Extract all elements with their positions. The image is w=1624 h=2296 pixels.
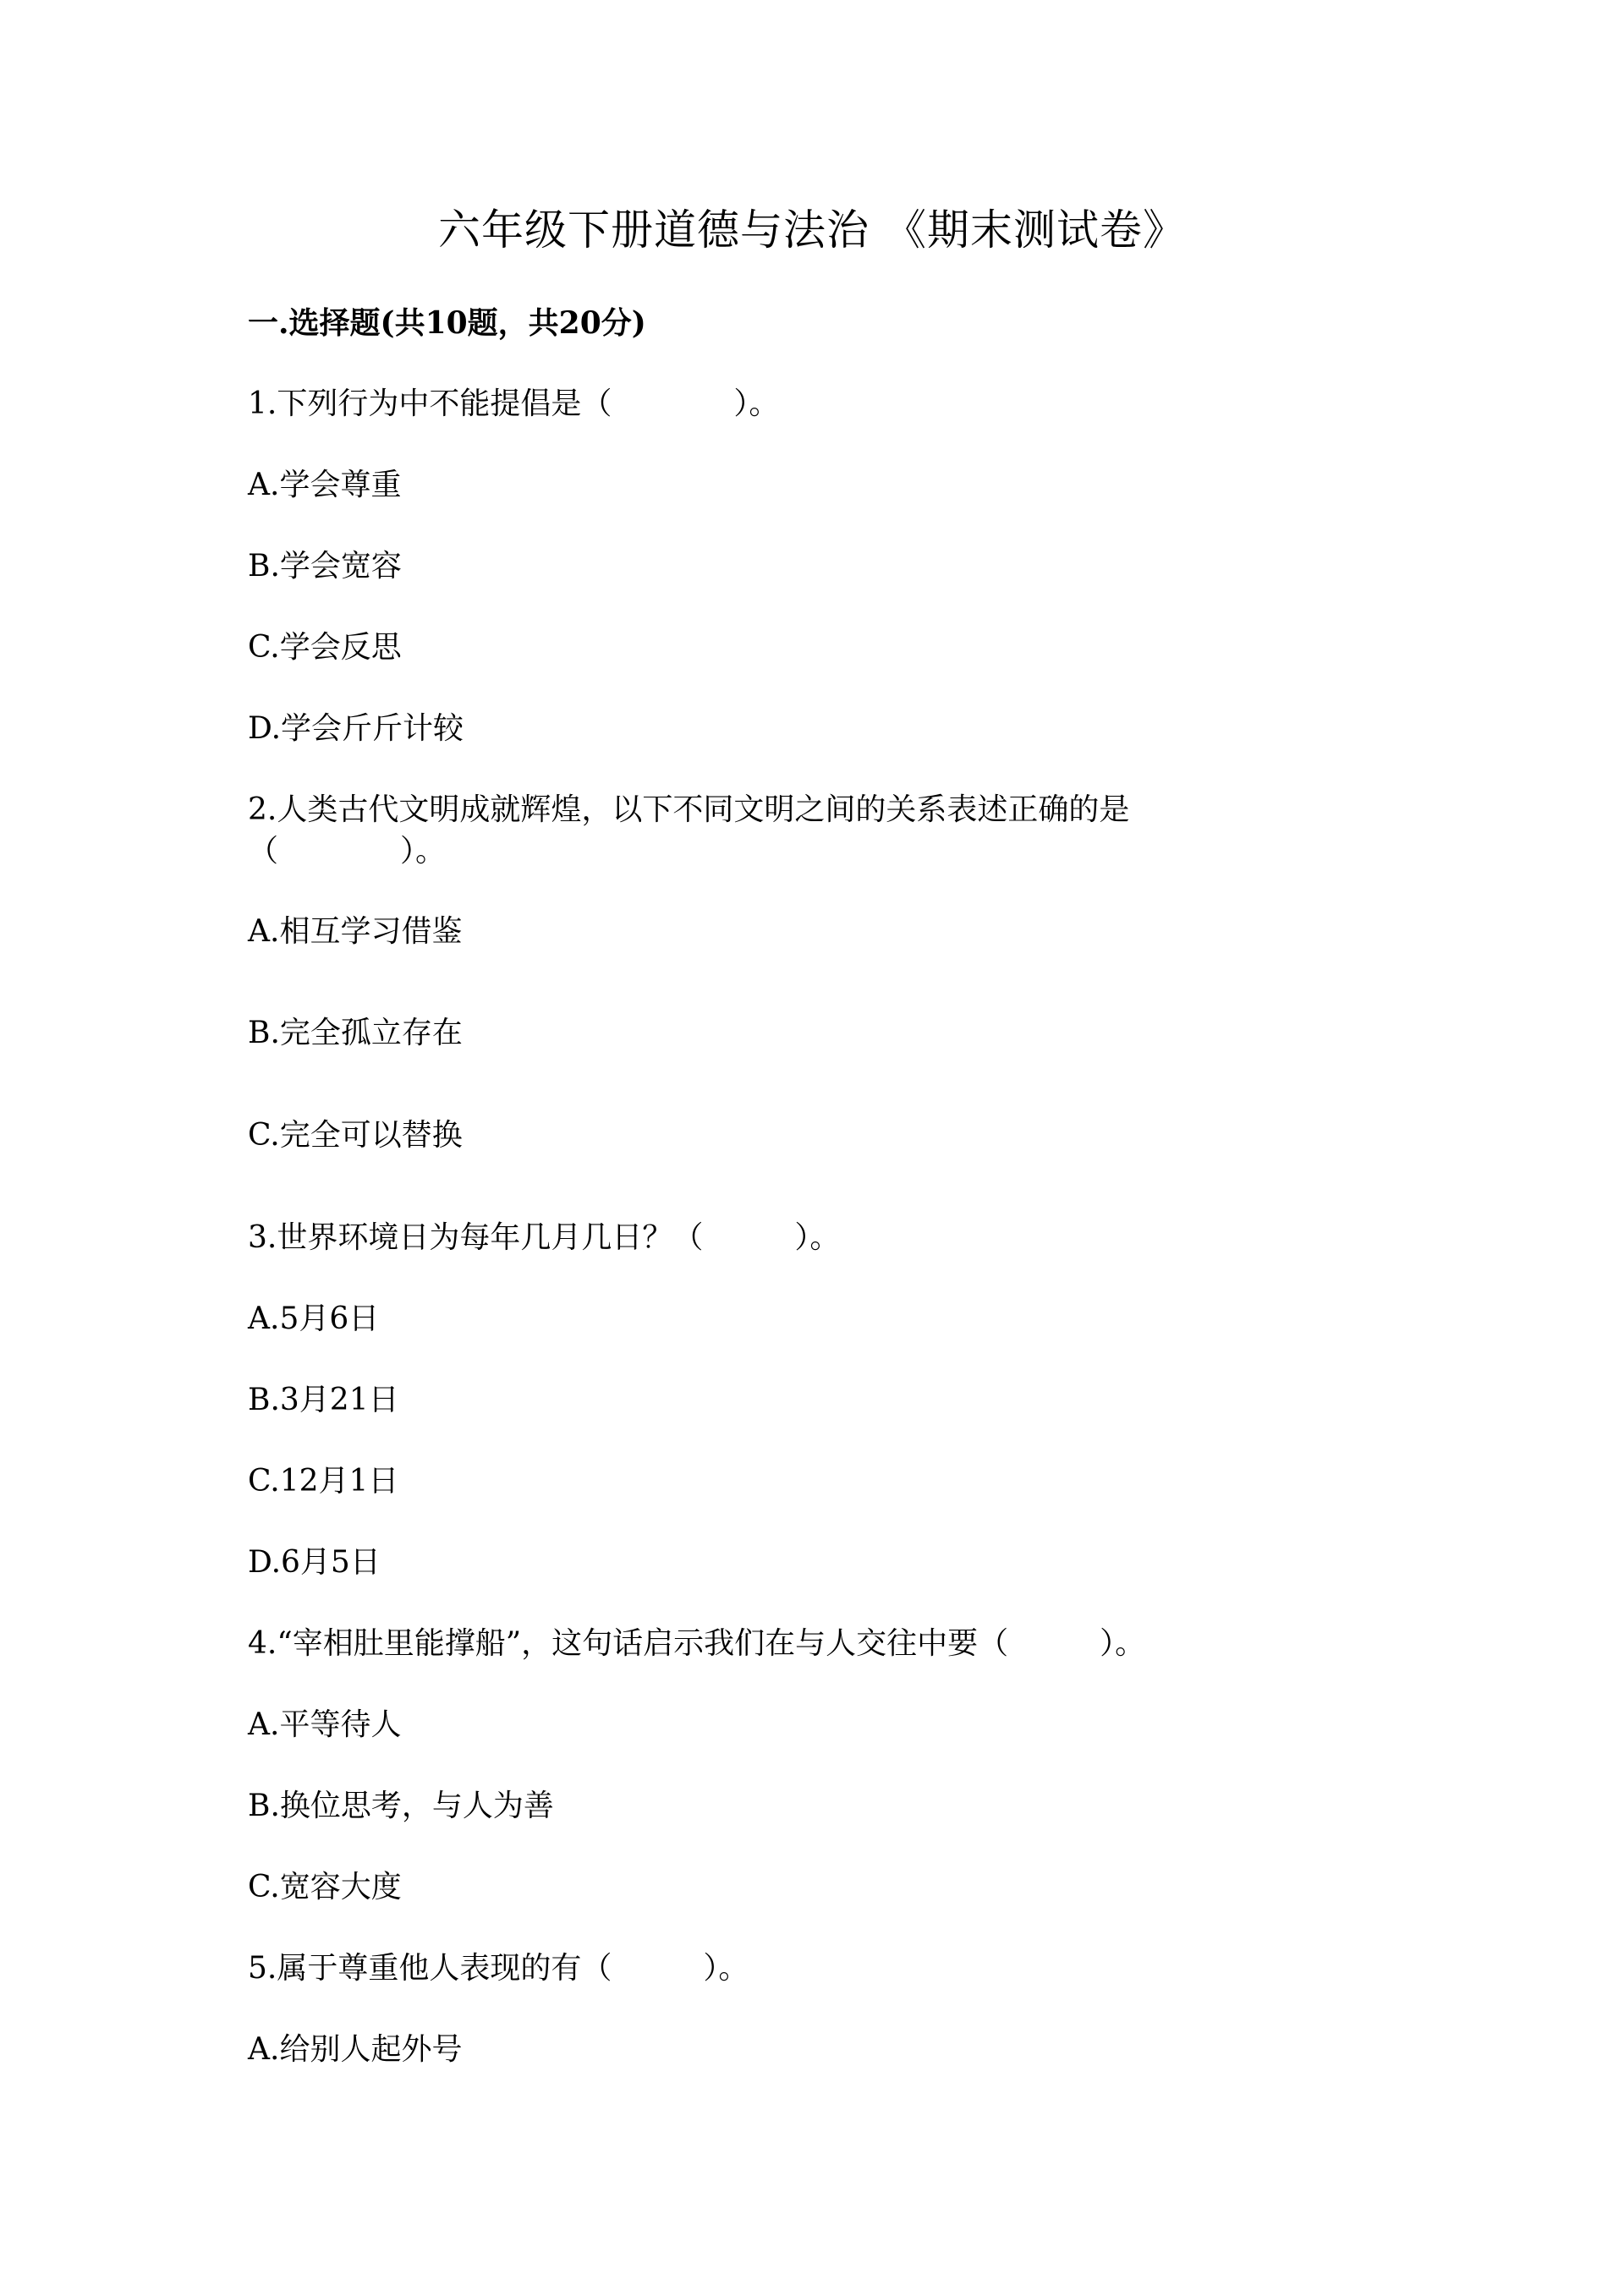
option-c: C.宽容大度 [248, 1870, 402, 1904]
page-title: 六年级下册道德与法治 《期末测试卷》 [438, 205, 1186, 255]
option-b: B.换位思考，与人为善 [248, 1789, 554, 1823]
option-a: A.相互学习借鉴 [248, 914, 463, 949]
question-stem-line-2: （ ）。 [248, 834, 447, 869]
question-stem-line-1: 2.人类古代文明成就辉煌，以下不同文明之间的关系表述正确的是 [248, 792, 1130, 827]
option-c: C.12月1日 [248, 1464, 399, 1499]
question-stem: 3.世界环境日为每年几月几日？（ ）。 [248, 1220, 841, 1255]
option-d: D.学会斤斤计较 [248, 711, 464, 746]
question-stem: 4.“宰相肚里能撑船”，这句话启示我们在与人交往中要（ ）。 [248, 1626, 1146, 1661]
option-a: A.5月6日 [248, 1301, 380, 1336]
option-a: A.学会尊重 [248, 468, 402, 502]
option-a: A.给别人起外号 [248, 2032, 463, 2067]
option-d: D.6月5日 [248, 1545, 381, 1580]
question-stem: 1.下列行为中不能提倡是（ ）。 [248, 386, 780, 421]
question-stem: 5.属于尊重他人表现的有（ ）。 [248, 1951, 749, 1986]
option-c: C.学会反思 [248, 630, 402, 665]
option-c: C.完全可以替换 [248, 1118, 463, 1153]
option-b: B.学会宽容 [248, 549, 402, 584]
option-a: A.平等待人 [248, 1707, 402, 1742]
option-b: B.完全孤立存在 [248, 1016, 463, 1050]
option-b: B.3月21日 [248, 1383, 399, 1417]
section-heading: 一.选择题(共10题，共20分) [248, 305, 646, 341]
